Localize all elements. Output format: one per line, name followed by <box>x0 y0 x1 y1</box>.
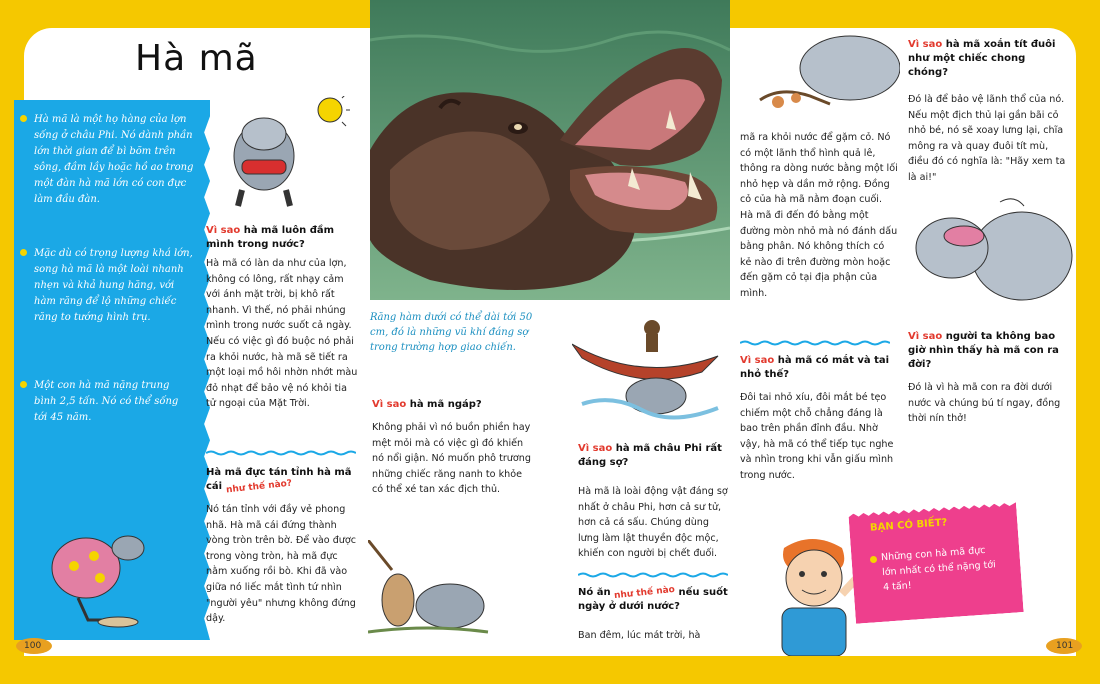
wave-divider <box>578 572 728 578</box>
question-courtship: Hà mã đực tán tỉnh hà mã cái như thế nào? <box>206 467 352 496</box>
hippo-ears-illustration <box>904 196 1076 320</box>
hippo-sunbathing-illustration <box>212 96 360 218</box>
fact-3: Một con hà mã nặng trung bình 2,5 tấn. Nó có thể sống tới 45 năm. <box>34 378 194 426</box>
hunter-hippo-illustration <box>368 540 490 644</box>
question-scary: Vì sao hà mã châu Phi rất đáng sợ? <box>578 443 722 468</box>
answer-tail: Đó là để bảo vệ lãnh thổ của nó. Nếu một địch thủ lại gần bãi cỏ nhỏ bé, nó sẽ xoay lưng lại, chĩa mông ra và quay đuôi tít mù, điều đó có nghĩa là: "Hãy xem ta là ai!" <box>908 94 1066 183</box>
bullet-icon <box>20 115 27 122</box>
answer-eat: Ban đêm, lúc mát trời, hà <box>578 630 701 641</box>
canoe-hippo-illustration <box>572 314 720 430</box>
answer-eyes: Đôi tai nhỏ xíu, đôi mắt bé tẹo chiếm một chỗ chẳng đáng là bao trên phần đỉnh đầu. Nhờ vậy, hà mã có thể tiếp tục nghe và nhìn trong khi vẫn giấu mình trong nước. <box>740 392 894 481</box>
hippo-dancing-illustration <box>38 508 148 634</box>
bullet-icon <box>870 556 877 563</box>
answer-courtship: Nó tán tỉnh với đầy vẻ phong nhã. Hà mã cái đứng thành vòng tròn trên bờ. Để vào được trong vòng tròn, hà mã đực nằm xuống rồi bò. Khi đã vào giữa nó liếc mắt tình tứ nhìn "người yêu" nhưng không đứng dậy. <box>206 504 357 625</box>
question-yawn: Vì sao hà mã ngáp? <box>372 399 482 410</box>
answer-scary: Hà mã là loài động vật đáng sợ nhất ở châu Phi, hơn cả sư tử, hơn cả cá sấu. Chúng dùng lưng làm lật thuyền độc mộc, khiến con người bị chết đuối. <box>578 486 728 560</box>
question-tail: Vì sao hà mã xoắn tít đuôi như một chiếc chong chóng? <box>908 39 1056 78</box>
answer-eat-continued: mã ra khỏi nước để gặm cỏ. Nó có một lãnh thổ hình quả lê, thông ra dòng nước bằng một lối nhỏ hẹp và dần mở rộng. Đồng cỏ của hà mã nằm đoạn cuối. Hà mã đi đến đó bằng một đường mòn nhỏ mà nó đánh dấu bằng phân. Nó không thích có kẻ nào đi trên đường mòn hoặc đến gặm cỏ tại địa phận của mình. <box>740 132 898 299</box>
question-wet: Vì sao hà mã luôn đầm mình trong nước? <box>206 225 335 250</box>
bottom-border <box>0 656 1100 684</box>
question-never: Vì sao người ta không bao giờ nhìn thấy hà mã con ra đời? <box>908 331 1059 370</box>
did-you-know-title: BẠN CÓ BIẾT? <box>869 517 948 534</box>
bullet-icon <box>20 381 27 388</box>
page-number-right: 101 <box>1056 641 1074 651</box>
wave-divider <box>206 450 356 456</box>
bullet-icon <box>20 249 27 256</box>
answer-wet: Hà mã có làn da như của lợn, không có lông, rất nhạy cảm với ánh mặt trời, bị khô rất nhanh. Vì thế, nó phải nhúng mình trong nước suốt cả ngày. Nếu có việc gì đó buộc nó phải ra khỏi nước, hà mã sẽ tiết ra một loại mồ hôi nhờn nhớt màu đỏ nhạt để bảo vệ nó khỏi tia tử ngoại của Mặt Trời. <box>206 258 358 410</box>
did-you-know-text: Những con hà mã đực lớn nhất có thể nặng tới 4 tấn! <box>880 544 997 594</box>
fact-1: Hà mã là một họ hàng của lợn sống ở châu Phi. Nó dành phần lớn thời gian để bì bõm trên sông, đầm lầy hoặc hồ ao trong một đàn hà mã lớn có con đực làm đầu đàn. <box>34 112 194 208</box>
question-eyes: Vì sao hà mã có mắt và tai nhỏ thế? <box>740 355 890 380</box>
question-eat: Nó ăn như thế nào nếu suốt ngày ở dưới nước? <box>578 584 728 612</box>
page-number-left: 100 <box>24 641 42 651</box>
page-title: Hà mã <box>135 38 258 79</box>
answer-never: Đó là vì hà mã con ra đời dưới nước và chúng bú tí ngay, đồng thời nín thở! <box>908 382 1061 425</box>
fact-2: Mặc dù có trọng lượng khá lớn, song hà mã là một loài nhanh nhẹn và khả hung hăng, với hàm răng để lộ những chiếc răng to tướng hình trụ. <box>34 246 194 326</box>
photo-caption: Răng hàm dưới có thể dài tới 50 cm, đó là những vũ khí đáng sợ trong trường hợp giao chiến. <box>370 312 533 353</box>
wave-divider <box>740 340 890 346</box>
hippo-photo <box>370 0 730 300</box>
hippo-tail-illustration <box>740 30 900 118</box>
answer-yawn: Không phải vì nó buồn phiền hay mệt mỏi mà có việc gì đó khiến nó nổi giận. Nó muốn phô trương những chiếc răng nanh to khỏe có thể xé tan xác địch thủ. <box>372 422 531 496</box>
